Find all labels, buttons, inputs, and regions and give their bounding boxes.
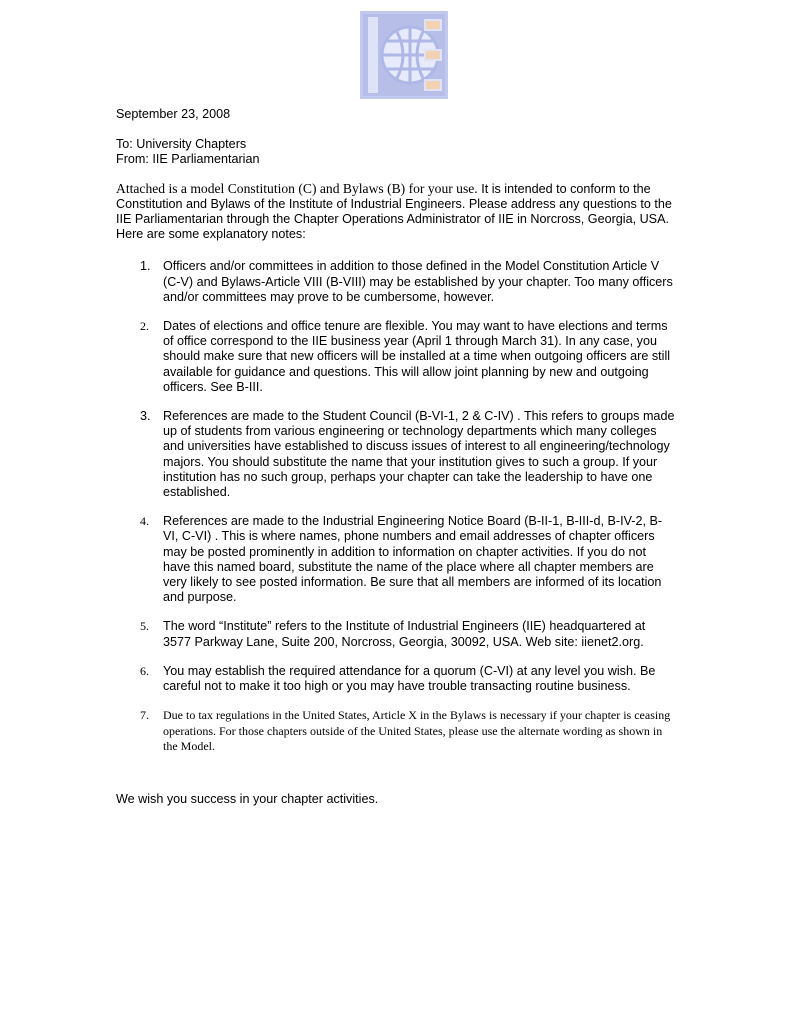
- iie-logo: [360, 11, 448, 99]
- intro-lead: Attached is a model Constitution (C) and Bylaws (B) for your use.: [116, 180, 478, 196]
- note-item: [116, 664, 676, 694]
- note-number: 3.: [140, 409, 151, 424]
- note-text: The word “Institute” refers to the Institute of Industrial Engineers (IIE) headquartered at 3577 Parkway Lane, Suite 200, Norcross, Georgia, 30092, USA. Web site: iienet2.org.: [163, 619, 646, 649]
- note-number: 2.: [140, 319, 149, 334]
- note-item: [116, 319, 676, 395]
- letter-date: September 23, 2008: [116, 107, 231, 121]
- closing-line: We wish you success in your chapter activities.: [116, 792, 379, 806]
- letter-body: [116, 107, 676, 769]
- note-number: 4.: [140, 514, 149, 529]
- letter-from: From: IIE Parliamentarian: [116, 152, 260, 167]
- note-text: Due to tax regulations in the United States, Article X in the Bylaws is necessary if your chapter is ceasing operations. For those chapters outside of the United States, please use the alternate wording as shown in the Model.: [163, 708, 671, 754]
- note-number: 7.: [140, 708, 149, 723]
- note-item: [116, 619, 676, 649]
- note-number: 6.: [140, 663, 149, 678]
- intro-rest: It is intended to conform to the Constitution and Bylaws of the Institute of Industrial Engineers. Please address any questions to the IIE Parliamentarian through the Chapter Operations Administrator of IIE in Norcross, Georgia, USA. Here are some explanatory notes:: [116, 181, 672, 242]
- note-text: References are made to the Student Council (B-VI-1, 2 & C-IV) . This refers to groups made up of students from various engineering or technology departments which many colleges and universities have established to discuss issues of interest to all engineering/technology majors. You should substitute the name that your institution gives to such a group. If your institution has no such group, perhaps your chapter can take the leadership to have one established.: [163, 409, 675, 500]
- note-text: Dates of elections and office tenure are flexible. You may want to have elections and terms of office correspond to the IIE business year (April 1 through March 31). In any case, you should make sure that new officers will be installed at a time when outgoing officers are still available for guidance and questions. This will allow joint planning by new and outgoing officers. See B-III.: [163, 319, 671, 394]
- note-item: [116, 708, 676, 755]
- note-item: [116, 409, 676, 500]
- note-item: [116, 259, 676, 305]
- note-text: You may establish the required attendance for a quorum (C-VI) at any level you wish. Be careful not to make it too high or you may have trouble transacting routine business.: [163, 663, 656, 694]
- note-text: Officers and/or committees in addition to those defined in the Model Constitution Article V (C-V) and Bylaws-Article VIII (B-VIII) may be established by your chapter. Too many officers and/or committees may prove to be cumbersome, however.: [163, 259, 673, 304]
- intro-paragraph: [116, 181, 676, 243]
- note-number: 5.: [140, 619, 149, 634]
- notes-list: [116, 259, 676, 755]
- note-number: 1.: [140, 259, 151, 274]
- note-text: References are made to the Industrial Engineering Notice Board (B-II-1, B-III-d, B-IV-2, B-VI, C-VI) . This is where names, phone numbers and email addresses of chapter officers may be posted prominently in addition to information on chapter activities. If you do not have this named board, substitute the name of the place where all chapter members are very likely to see posted information. Be sure that all members are informed of its location and purpose.: [163, 514, 663, 605]
- note-item: [116, 514, 676, 605]
- letter-to: To: University Chapters: [116, 137, 247, 152]
